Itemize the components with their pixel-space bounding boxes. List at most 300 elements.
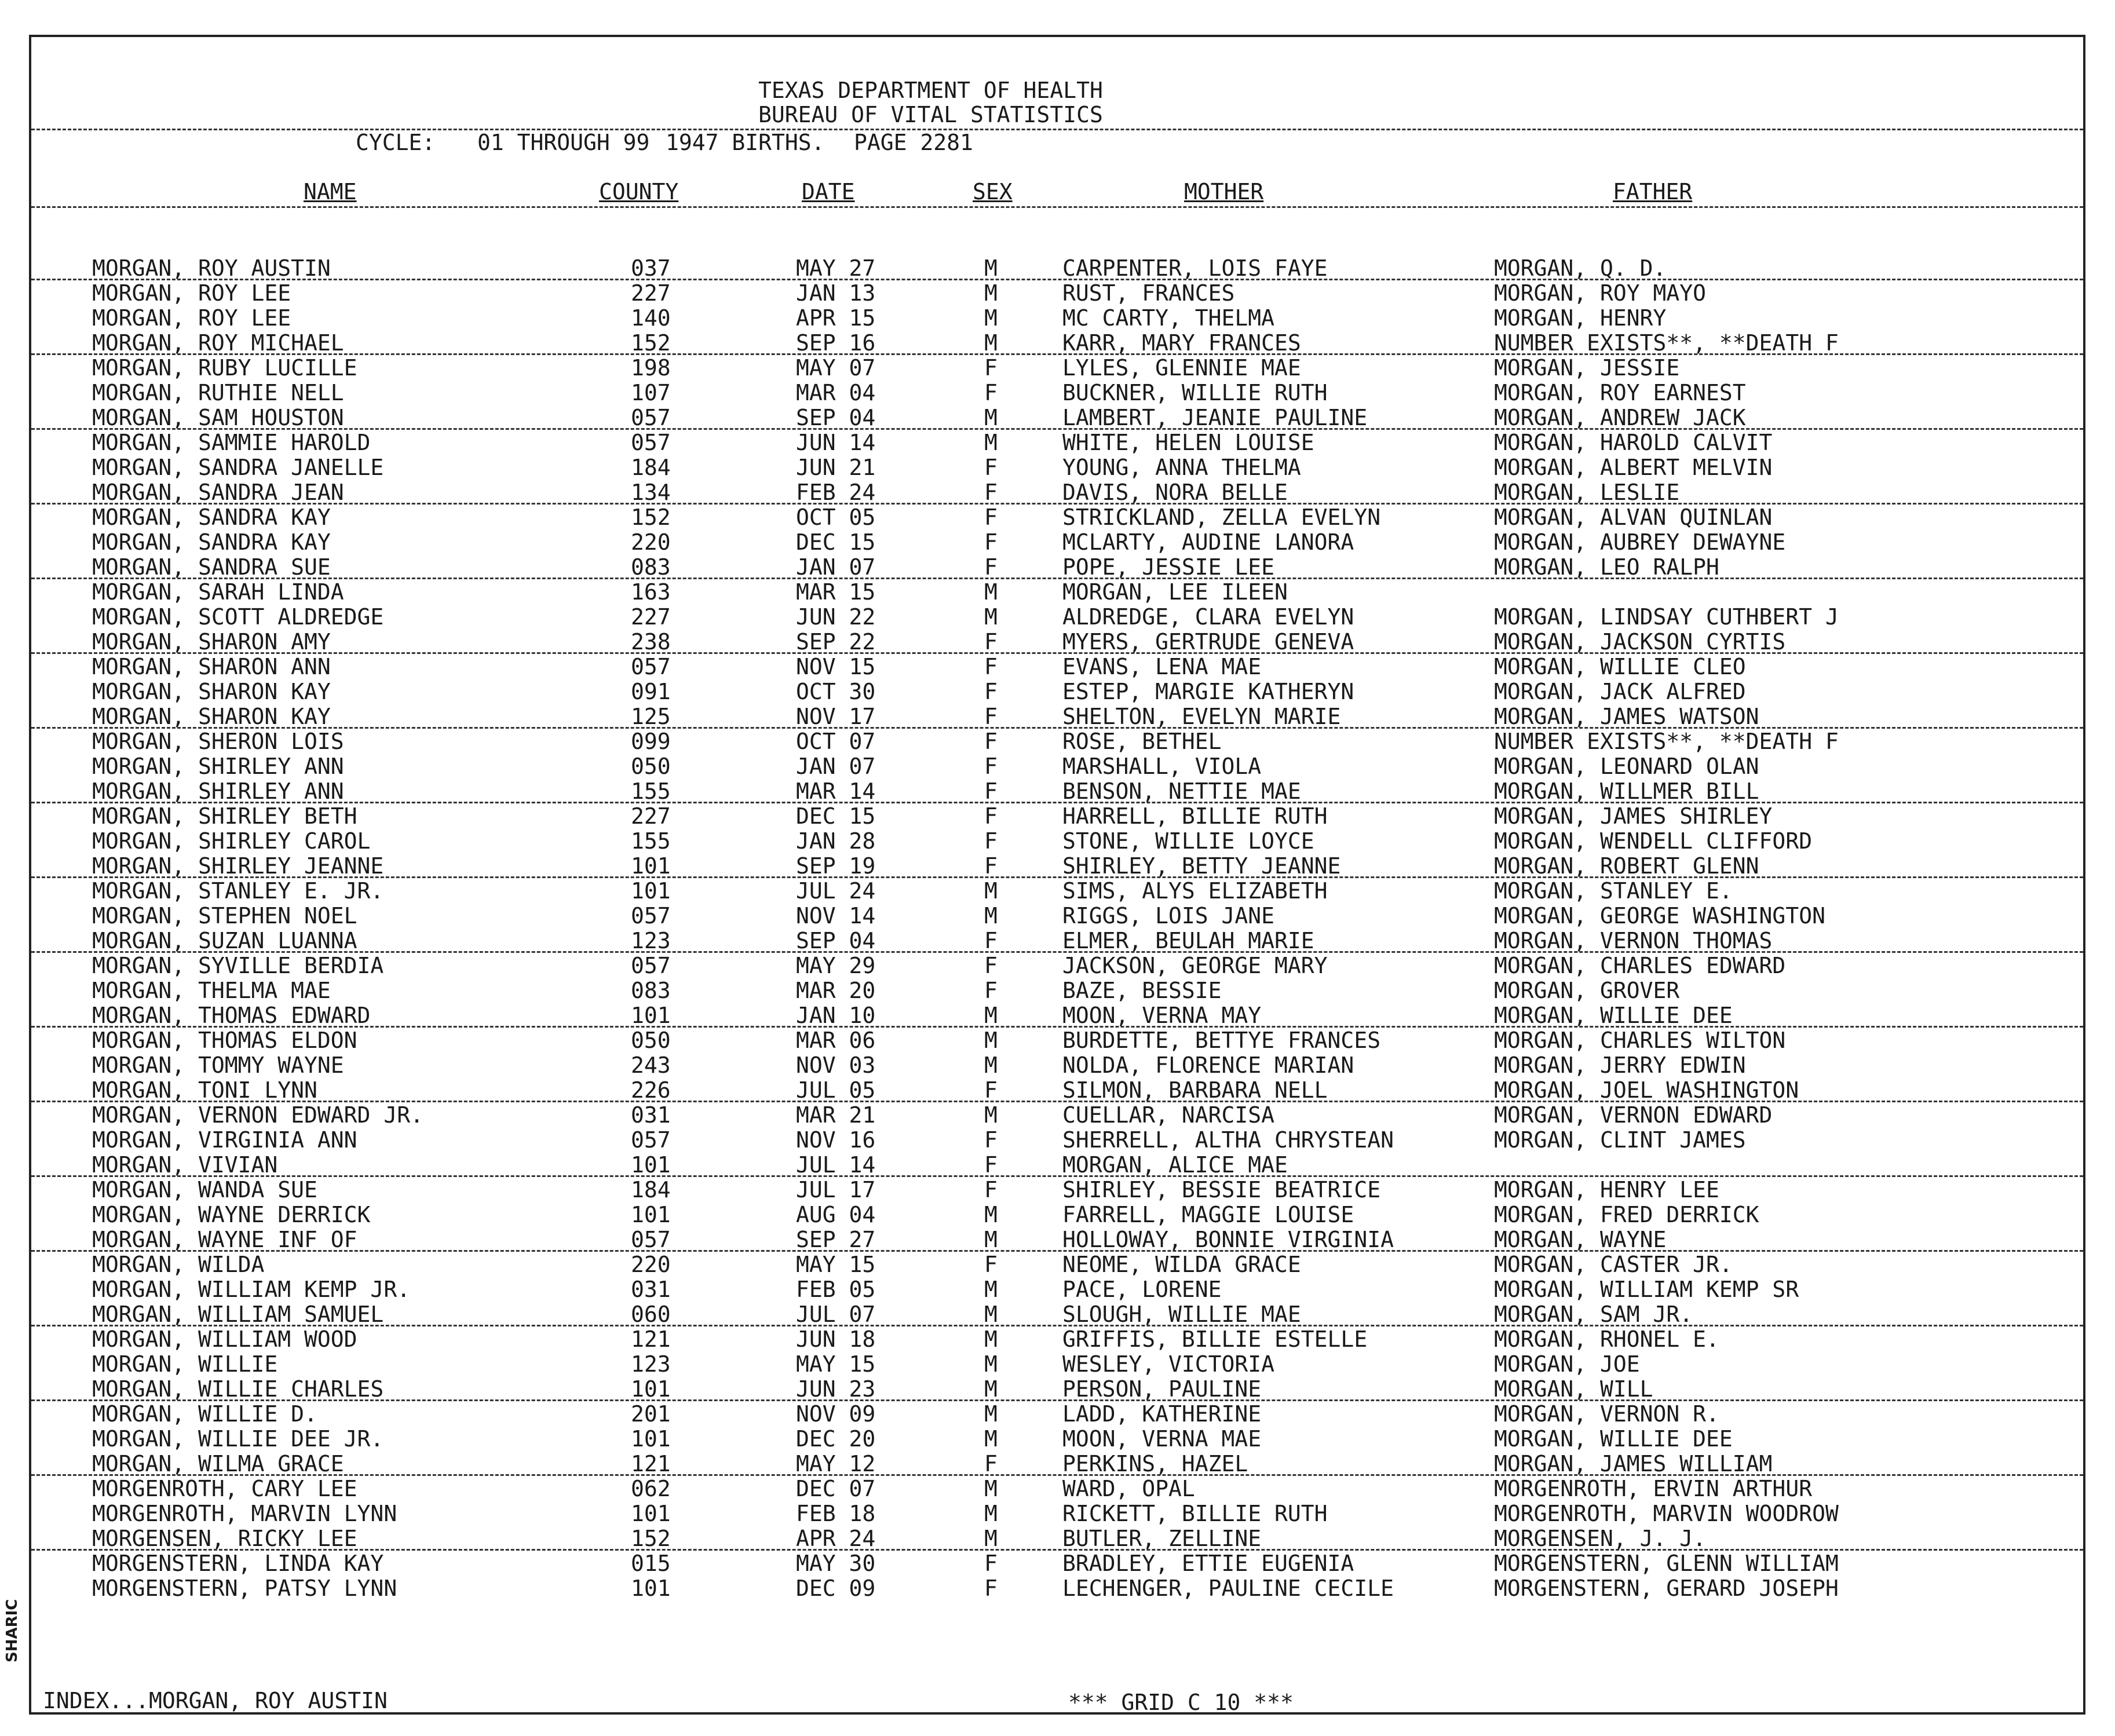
cell-mother: GRIFFIS, BILLIE ESTELLE xyxy=(1062,1326,1368,1352)
row-group-divider xyxy=(31,652,2083,654)
table-row xyxy=(31,1128,2083,1153)
cell-sex: F xyxy=(984,853,998,879)
cell-name: MORGAN, VIRGINIA ANN xyxy=(92,1127,357,1153)
cell-county: 125 xyxy=(631,704,671,729)
cell-name: MORGAN, ROY AUSTIN xyxy=(92,255,331,281)
cell-mother: SLOUGH, WILLIE MAE xyxy=(1062,1302,1301,1327)
cell-name: MORGAN, SHARON AMY xyxy=(92,629,331,655)
cell-county: 031 xyxy=(631,1102,671,1128)
cell-county: 243 xyxy=(631,1052,671,1078)
cell-mother: LECHENGER, PAULINE CECILE xyxy=(1062,1576,1394,1601)
table-row xyxy=(31,580,2083,605)
cell-sex: F xyxy=(984,1127,998,1153)
cell-father: MORGAN, HENRY LEE xyxy=(1494,1177,1719,1203)
cell-mother: MORGAN, ALICE MAE xyxy=(1062,1152,1288,1178)
cell-father: MORGAN, CHARLES EDWARD xyxy=(1494,953,1786,978)
cell-mother: ELMER, BEULAH MARIE xyxy=(1062,928,1314,953)
cell-sex: F xyxy=(984,1576,998,1601)
cell-name: MORGAN, WILLIE DEE JR. xyxy=(92,1426,384,1452)
cell-date: MAY 15 xyxy=(796,1252,876,1277)
cell-mother: ALDREDGE, CLARA EVELYN xyxy=(1062,604,1354,630)
cell-date: JUL 24 xyxy=(796,878,876,904)
cell-county: 083 xyxy=(631,554,671,580)
cell-mother: CUELLAR, NARCISA xyxy=(1062,1102,1275,1128)
cell-mother: WESLEY, VICTORIA xyxy=(1062,1351,1275,1377)
cell-father: MORGAN, STANLEY E. xyxy=(1494,878,1733,904)
cell-father: MORGAN, SAM JR. xyxy=(1494,1302,1693,1327)
cell-mother: MARSHALL, VIOLA xyxy=(1062,754,1262,779)
cycle-range: 01 THROUGH 99 xyxy=(477,130,650,155)
cell-father: MORGAN, ANDREW JACK xyxy=(1494,405,1746,430)
cell-name: MORGENSEN, RICKY LEE xyxy=(92,1526,357,1551)
side-label: SHARIC xyxy=(3,1599,21,1662)
cell-mother: ROSE, BETHEL xyxy=(1062,729,1222,754)
cell-father: MORGENROTH, MARVIN WOODROW xyxy=(1494,1501,1839,1526)
column-header-divider xyxy=(31,206,2083,208)
cell-county: 152 xyxy=(631,1526,671,1551)
cell-sex: F xyxy=(984,978,998,1003)
cell-date: SEP 22 xyxy=(796,629,876,655)
table-row xyxy=(31,306,2083,331)
records-table xyxy=(31,256,2083,1623)
cell-sex: F xyxy=(984,629,998,655)
bureau-title: BUREAU OF VITAL STATISTICS xyxy=(758,102,1103,127)
cell-sex: M xyxy=(984,579,998,605)
table-row xyxy=(31,729,2083,754)
cell-mother: RIGGS, LOIS JANE xyxy=(1062,903,1275,929)
index-footer: INDEX...MORGAN, ROY AUSTIN xyxy=(43,1688,388,1713)
table-row xyxy=(31,1452,2083,1476)
column-header-county: COUNTY xyxy=(599,179,679,204)
cell-date: DEC 07 xyxy=(796,1476,876,1501)
cell-sex: M xyxy=(984,280,998,306)
cell-date: FEB 05 xyxy=(796,1277,876,1302)
cell-sex: F xyxy=(984,704,998,729)
column-header-name: NAME xyxy=(304,179,357,204)
cell-county: 198 xyxy=(631,355,671,381)
cell-date: MAY 27 xyxy=(796,255,876,281)
cell-date: SEP 16 xyxy=(796,330,876,356)
cell-name: MORGAN, SYVILLE BERDIA xyxy=(92,953,384,978)
cell-name: MORGAN, SHIRLEY ANN xyxy=(92,754,344,779)
cell-date: JAN 07 xyxy=(796,754,876,779)
cell-mother: MCLARTY, AUDINE LANORA xyxy=(1062,529,1354,555)
cell-date: NOV 03 xyxy=(796,1052,876,1078)
cell-name: MORGENROTH, MARVIN LYNN xyxy=(92,1501,397,1526)
cell-sex: F xyxy=(984,554,998,580)
cell-date: MAR 04 xyxy=(796,380,876,405)
cycle-label: CYCLE: xyxy=(356,130,436,155)
cell-father: NUMBER EXISTS**, **DEATH F xyxy=(1494,330,1839,356)
row-group-divider xyxy=(31,1250,2083,1252)
cell-county: 083 xyxy=(631,978,671,1003)
agency-title: TEXAS DEPARTMENT OF HEALTH xyxy=(758,78,1103,103)
cell-mother: BENSON, NETTIE MAE xyxy=(1062,779,1301,804)
cell-father: MORGAN, CASTER JR. xyxy=(1494,1252,1733,1277)
cell-mother: WHITE, HELEN LOUISE xyxy=(1062,430,1314,455)
cell-date: MAR 14 xyxy=(796,779,876,804)
cell-father: MORGAN, WAYNE xyxy=(1494,1227,1667,1252)
table-row xyxy=(31,530,2083,555)
cell-name: MORGAN, WAYNE INF OF xyxy=(92,1227,357,1252)
cell-county: 101 xyxy=(631,1152,671,1178)
cell-date: MAR 15 xyxy=(796,579,876,605)
table-row xyxy=(31,904,2083,929)
document-frame xyxy=(29,35,2085,1715)
cell-name: MORGAN, SHARON KAY xyxy=(92,679,331,704)
cell-sex: M xyxy=(984,1426,998,1452)
table-row xyxy=(31,679,2083,704)
cell-sex: F xyxy=(984,505,998,530)
cell-name: MORGAN, WANDA SUE xyxy=(92,1177,317,1203)
cell-sex: F xyxy=(984,1152,998,1178)
cell-father: NUMBER EXISTS**, **DEATH F xyxy=(1494,729,1839,754)
year-label: 1947 BIRTHS. xyxy=(666,130,825,155)
table-row xyxy=(31,879,2083,904)
cell-county: 101 xyxy=(631,878,671,904)
cell-county: 099 xyxy=(631,729,671,754)
table-row xyxy=(31,1153,2083,1178)
cell-name: MORGAN, WILLIAM SAMUEL xyxy=(92,1302,384,1327)
cell-date: DEC 15 xyxy=(796,803,876,829)
cell-father: MORGAN, ROY MAYO xyxy=(1494,280,1707,306)
cell-county: 184 xyxy=(631,455,671,480)
cell-mother: RICKETT, BILLIE RUTH xyxy=(1062,1501,1328,1526)
table-row xyxy=(31,953,2083,978)
cell-date: OCT 05 xyxy=(796,505,876,530)
cell-father: MORGAN, VERNON R. xyxy=(1494,1401,1719,1427)
cell-sex: F xyxy=(984,1451,998,1476)
cell-county: 057 xyxy=(631,405,671,430)
cell-mother: KARR, MARY FRANCES xyxy=(1062,330,1301,356)
cell-name: MORGAN, SANDRA SUE xyxy=(92,554,331,580)
cell-name: MORGAN, WILLIE CHARLES xyxy=(92,1376,384,1402)
cell-county: 050 xyxy=(631,1028,671,1053)
table-row xyxy=(31,704,2083,729)
cell-county: 057 xyxy=(631,430,671,455)
cell-date: NOV 14 xyxy=(796,903,876,929)
cell-date: MAY 29 xyxy=(796,953,876,978)
table-row xyxy=(31,1227,2083,1252)
cell-sex: M xyxy=(984,1003,998,1028)
cell-father: MORGAN, WILLIAM KEMP SR xyxy=(1494,1277,1799,1302)
cell-sex: M xyxy=(984,405,998,430)
table-row xyxy=(31,1476,2083,1501)
cell-mother: LAMBERT, JEANIE PAULINE xyxy=(1062,405,1368,430)
cell-name: MORGAN, SAMMIE HAROLD xyxy=(92,430,371,455)
cell-mother: NOLDA, FLORENCE MARIAN xyxy=(1062,1052,1354,1078)
cell-father: MORGAN, JACK ALFRED xyxy=(1494,679,1746,704)
table-row xyxy=(31,405,2083,430)
cell-date: JAN 07 xyxy=(796,554,876,580)
cell-father: MORGAN, CHARLES WILTON xyxy=(1494,1028,1786,1053)
table-row xyxy=(31,430,2083,455)
cell-mother: PERSON, PAULINE xyxy=(1062,1376,1262,1402)
cell-sex: F xyxy=(984,1177,998,1203)
cell-name: MORGAN, SHARON KAY xyxy=(92,704,331,729)
table-row xyxy=(31,480,2083,505)
table-row xyxy=(31,655,2083,679)
cell-date: JUN 23 xyxy=(796,1376,876,1402)
cell-mother: RUST, FRANCES xyxy=(1062,280,1235,306)
cell-mother: SHIRLEY, BETTY JEANNE xyxy=(1062,853,1341,879)
cell-name: MORGAN, WILLIAM KEMP JR. xyxy=(92,1277,411,1302)
cell-mother: SIMS, ALYS ELIZABETH xyxy=(1062,878,1328,904)
cell-county: 123 xyxy=(631,1351,671,1377)
cell-county: 140 xyxy=(631,305,671,331)
table-row xyxy=(31,854,2083,879)
cell-county: 121 xyxy=(631,1326,671,1352)
row-group-divider xyxy=(31,1175,2083,1177)
cell-date: DEC 09 xyxy=(796,1576,876,1601)
cell-father: MORGAN, HENRY xyxy=(1494,305,1667,331)
cell-mother: SHELTON, EVELYN MARIE xyxy=(1062,704,1341,729)
cell-name: MORGAN, SANDRA JANELLE xyxy=(92,455,384,480)
cell-date: DEC 15 xyxy=(796,529,876,555)
cell-father: MORGAN, ALVAN QUINLAN xyxy=(1494,505,1773,530)
table-row xyxy=(31,929,2083,953)
table-row xyxy=(31,1551,2083,1576)
cell-father: MORGENSTERN, GLENN WILLIAM xyxy=(1494,1551,1839,1576)
cell-sex: M xyxy=(984,255,998,281)
cell-county: 220 xyxy=(631,529,671,555)
cell-mother: CARPENTER, LOIS FAYE xyxy=(1062,255,1328,281)
cell-father: MORGAN, VERNON THOMAS xyxy=(1494,928,1773,953)
table-row xyxy=(31,555,2083,580)
cell-name: MORGAN, VIVIAN xyxy=(92,1152,278,1178)
cell-sex: M xyxy=(984,1501,998,1526)
cell-county: 123 xyxy=(631,928,671,953)
table-row xyxy=(31,381,2083,405)
header-divider xyxy=(31,129,2083,130)
cell-county: 226 xyxy=(631,1077,671,1103)
column-header-sex: SEX xyxy=(973,179,1013,204)
cell-date: JAN 28 xyxy=(796,828,876,854)
cell-father: MORGAN, LEO RALPH xyxy=(1494,554,1719,580)
cell-name: MORGAN, STANLEY E. JR. xyxy=(92,878,384,904)
cell-sex: F xyxy=(984,1077,998,1103)
cell-county: 220 xyxy=(631,1252,671,1277)
cell-county: 060 xyxy=(631,1302,671,1327)
table-row xyxy=(31,1402,2083,1427)
cell-county: 101 xyxy=(631,1576,671,1601)
cell-name: MORGAN, SHIRLEY BETH xyxy=(92,803,357,829)
cell-sex: F xyxy=(984,455,998,480)
cell-county: 152 xyxy=(631,330,671,356)
table-row xyxy=(31,256,2083,281)
cell-mother: STONE, WILLIE LOYCE xyxy=(1062,828,1314,854)
cell-sex: F xyxy=(984,754,998,779)
cell-date: JUN 14 xyxy=(796,430,876,455)
cell-name: MORGAN, TOMMY WAYNE xyxy=(92,1052,344,1078)
cell-name: MORGAN, SHARON ANN xyxy=(92,654,331,679)
page-label: PAGE 2281 xyxy=(854,130,973,155)
cell-sex: M xyxy=(984,1376,998,1402)
cell-date: JUN 21 xyxy=(796,455,876,480)
cell-date: MAR 20 xyxy=(796,978,876,1003)
cell-county: 057 xyxy=(631,1127,671,1153)
cell-sex: M xyxy=(984,1028,998,1053)
cell-sex: F xyxy=(984,953,998,978)
cell-date: NOV 15 xyxy=(796,654,876,679)
cell-mother: PACE, LORENE xyxy=(1062,1277,1222,1302)
cell-sex: F xyxy=(984,1252,998,1277)
cell-county: 057 xyxy=(631,1227,671,1252)
cell-father: MORGAN, GROVER xyxy=(1494,978,1680,1003)
cell-father: MORGAN, JERRY EDWIN xyxy=(1494,1052,1746,1078)
table-row xyxy=(31,505,2083,530)
cell-father: MORGAN, Q. D. xyxy=(1494,255,1667,281)
cell-father: MORGAN, ALBERT MELVIN xyxy=(1494,455,1773,480)
cell-mother: MOON, VERNA MAY xyxy=(1062,1003,1262,1028)
table-row xyxy=(31,1203,2083,1227)
cell-name: MORGAN, STEPHEN NOEL xyxy=(92,903,357,929)
cell-sex: F xyxy=(984,529,998,555)
cell-sex: F xyxy=(984,928,998,953)
cell-father: MORGAN, HAROLD CALVIT xyxy=(1494,430,1773,455)
cell-sex: F xyxy=(984,654,998,679)
cell-date: DEC 20 xyxy=(796,1426,876,1452)
cell-name: MORGAN, THOMAS EDWARD xyxy=(92,1003,371,1028)
table-row xyxy=(31,455,2083,480)
cell-county: 163 xyxy=(631,579,671,605)
table-row xyxy=(31,1053,2083,1078)
cell-sex: F xyxy=(984,380,998,405)
cell-date: JUL 05 xyxy=(796,1077,876,1103)
cell-name: MORGAN, WILLIAM WOOD xyxy=(92,1326,357,1352)
cell-county: 057 xyxy=(631,903,671,929)
table-row xyxy=(31,804,2083,829)
cell-name: MORGAN, SARAH LINDA xyxy=(92,579,344,605)
cell-name: MORGENSTERN, LINDA KAY xyxy=(92,1551,384,1576)
cell-date: AUG 04 xyxy=(796,1202,876,1227)
cell-sex: M xyxy=(984,604,998,630)
cell-name: MORGENSTERN, PATSY LYNN xyxy=(92,1576,397,1601)
cell-father: MORGAN, JOE xyxy=(1494,1351,1640,1377)
cell-name: MORGAN, SHERON LOIS xyxy=(92,729,344,754)
cell-mother: MORGAN, LEE ILEEN xyxy=(1062,579,1288,605)
cell-father: MORGAN, WILL xyxy=(1494,1376,1653,1402)
cell-date: JUN 18 xyxy=(796,1326,876,1352)
cell-sex: M xyxy=(984,1476,998,1501)
cell-county: 107 xyxy=(631,380,671,405)
cell-sex: M xyxy=(984,1202,998,1227)
table-row xyxy=(31,1252,2083,1277)
table-row xyxy=(31,1576,2083,1601)
cell-mother: ESTEP, MARGIE KATHERYN xyxy=(1062,679,1354,704)
table-row xyxy=(31,1327,2083,1352)
cell-father: MORGAN, CLINT JAMES xyxy=(1494,1127,1746,1153)
table-row xyxy=(31,1003,2083,1028)
cell-father: MORGAN, FRED DERRICK xyxy=(1494,1202,1759,1227)
cell-father: MORGAN, WILLIE DEE xyxy=(1494,1003,1733,1028)
cell-name: MORGAN, SHIRLEY CAROL xyxy=(92,828,371,854)
cell-father: MORGAN, LINDSAY CUTHBERT J xyxy=(1494,604,1839,630)
cell-mother: SHIRLEY, BESSIE BEATRICE xyxy=(1062,1177,1381,1203)
cell-mother: PERKINS, HAZEL xyxy=(1062,1451,1248,1476)
cell-father: MORGAN, RHONEL E. xyxy=(1494,1326,1719,1352)
cell-date: SEP 04 xyxy=(796,928,876,953)
cell-father: MORGAN, LEONARD OLAN xyxy=(1494,754,1759,779)
cell-county: 152 xyxy=(631,505,671,530)
table-row xyxy=(31,1277,2083,1302)
cell-mother: BRADLEY, ETTIE EUGENIA xyxy=(1062,1551,1354,1576)
cell-name: MORGAN, ROY MICHAEL xyxy=(92,330,344,356)
cell-sex: M xyxy=(984,1227,998,1252)
column-header-father: FATHER xyxy=(1613,179,1693,204)
cell-mother: BAZE, BESSIE xyxy=(1062,978,1222,1003)
cell-father: MORGAN, WENDELL CLIFFORD xyxy=(1494,828,1813,854)
cell-date: NOV 17 xyxy=(796,704,876,729)
cell-father: MORGAN, GEORGE WASHINGTON xyxy=(1494,903,1825,929)
cell-date: JUL 17 xyxy=(796,1177,876,1203)
cell-date: JUN 22 xyxy=(796,604,876,630)
cell-county: 091 xyxy=(631,679,671,704)
row-group-divider xyxy=(31,279,2083,280)
cell-date: OCT 07 xyxy=(796,729,876,754)
table-row xyxy=(31,1302,2083,1327)
grid-footer: *** GRID C 10 *** xyxy=(1068,1690,1294,1715)
cell-father: MORGAN, ROBERT GLENN xyxy=(1494,853,1759,879)
cell-name: MORGAN, ROY LEE xyxy=(92,280,291,306)
cell-name: MORGAN, WAYNE DERRICK xyxy=(92,1202,371,1227)
table-row xyxy=(31,1103,2083,1128)
cell-date: JUL 14 xyxy=(796,1152,876,1178)
cell-sex: M xyxy=(984,1526,998,1551)
cell-date: JAN 10 xyxy=(796,1003,876,1028)
cell-mother: BUTLER, ZELLINE xyxy=(1062,1526,1262,1551)
cell-date: JUL 07 xyxy=(796,1302,876,1327)
cell-mother: HOLLOWAY, BONNIE VIRGINIA xyxy=(1062,1227,1394,1252)
cell-sex: M xyxy=(984,430,998,455)
cell-county: 227 xyxy=(631,803,671,829)
table-row xyxy=(31,356,2083,381)
cell-date: MAY 15 xyxy=(796,1351,876,1377)
cell-sex: M xyxy=(984,1401,998,1427)
cell-name: MORGAN, THOMAS ELDON xyxy=(92,1028,357,1053)
cell-county: 238 xyxy=(631,629,671,655)
cell-mother: MOON, VERNA MAE xyxy=(1062,1426,1262,1452)
cell-name: MORGAN, TONI LYNN xyxy=(92,1077,317,1103)
cell-mother: NEOME, WILDA GRACE xyxy=(1062,1252,1301,1277)
cell-father: MORGENSEN, J. J. xyxy=(1494,1526,1707,1551)
cell-sex: F xyxy=(984,729,998,754)
cell-mother: STRICKLAND, ZELLA EVELYN xyxy=(1062,505,1381,530)
cell-father: MORGAN, LESLIE xyxy=(1494,480,1680,505)
cell-mother: MC CARTY, THELMA xyxy=(1062,305,1275,331)
cell-name: MORGAN, SANDRA KAY xyxy=(92,505,331,530)
row-group-divider xyxy=(31,503,2083,505)
table-row xyxy=(31,1078,2083,1103)
table-row xyxy=(31,1028,2083,1053)
cell-father: MORGAN, VERNON EDWARD xyxy=(1494,1102,1773,1128)
table-row xyxy=(31,754,2083,779)
cell-county: 057 xyxy=(631,953,671,978)
cell-father: MORGAN, JACKSON CYRTIS xyxy=(1494,629,1786,655)
cell-mother: LADD, KATHERINE xyxy=(1062,1401,1262,1427)
cell-date: JAN 13 xyxy=(796,280,876,306)
cell-father: MORGAN, JAMES SHIRLEY xyxy=(1494,803,1773,829)
cell-date: MAY 07 xyxy=(796,355,876,381)
cell-date: MAY 12 xyxy=(796,1451,876,1476)
cell-father: MORGAN, JESSIE xyxy=(1494,355,1680,381)
cell-mother: HARRELL, BILLIE RUTH xyxy=(1062,803,1328,829)
cell-date: NOV 09 xyxy=(796,1401,876,1427)
row-group-divider xyxy=(31,1399,2083,1401)
cell-mother: SHERRELL, ALTHA CHRYSTEAN xyxy=(1062,1127,1394,1153)
cell-sex: M xyxy=(984,1102,998,1128)
column-header-date: DATE xyxy=(802,179,855,204)
